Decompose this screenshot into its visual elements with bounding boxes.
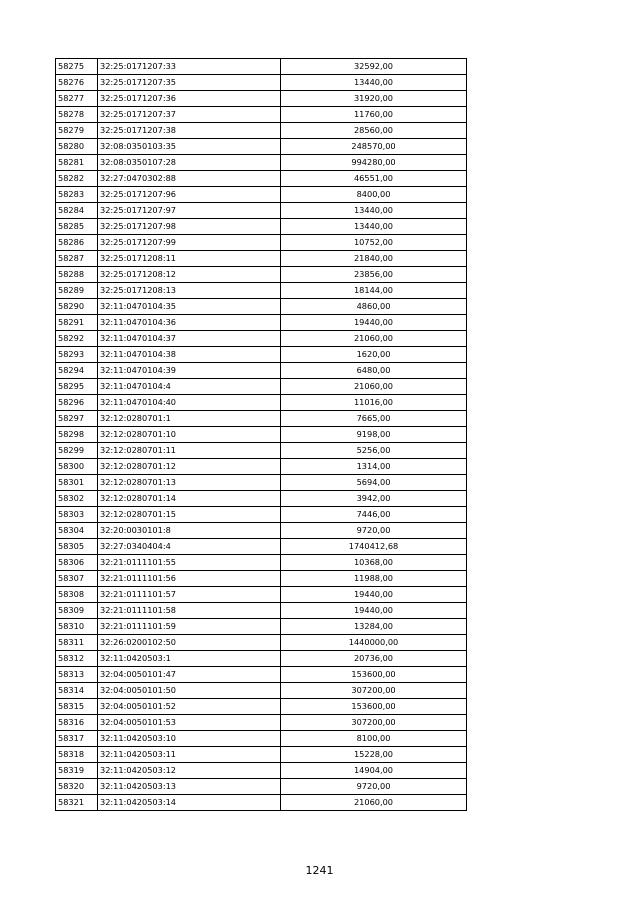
cadastral-number-cell: 32:26:0200102:50 (98, 635, 281, 651)
value-cell: 11760,00 (281, 107, 467, 123)
value-cell: 21840,00 (281, 251, 467, 267)
cadastral-number-cell: 32:25:0171207:33 (98, 59, 281, 75)
value-cell: 18144,00 (281, 283, 467, 299)
value-cell: 1740412,68 (281, 539, 467, 555)
row-number-cell: 58295 (56, 379, 98, 395)
records-table (55, 58, 467, 811)
table-row (56, 683, 467, 699)
row-number-cell: 58302 (56, 491, 98, 507)
table-row (56, 235, 467, 251)
table-row (56, 411, 467, 427)
table-row (56, 443, 467, 459)
table-row (56, 315, 467, 331)
row-number-cell: 58308 (56, 587, 98, 603)
table-row (56, 763, 467, 779)
cadastral-number-cell: 32:21:0111101:56 (98, 571, 281, 587)
value-cell: 9198,00 (281, 427, 467, 443)
value-cell: 31920,00 (281, 91, 467, 107)
table-row (56, 587, 467, 603)
row-number-cell: 58301 (56, 475, 98, 491)
value-cell: 9720,00 (281, 523, 467, 539)
cadastral-number-cell: 32:04:0050101:52 (98, 699, 281, 715)
row-number-cell: 58303 (56, 507, 98, 523)
cadastral-number-cell: 32:11:0420503:12 (98, 763, 281, 779)
value-cell: 1620,00 (281, 347, 467, 363)
value-cell: 11016,00 (281, 395, 467, 411)
row-number-cell: 58316 (56, 715, 98, 731)
value-cell: 5694,00 (281, 475, 467, 491)
value-cell: 13440,00 (281, 219, 467, 235)
value-cell: 32592,00 (281, 59, 467, 75)
cadastral-number-cell: 32:04:0050101:50 (98, 683, 281, 699)
cadastral-number-cell: 32:12:0280701:15 (98, 507, 281, 523)
value-cell: 19440,00 (281, 603, 467, 619)
value-cell: 21060,00 (281, 331, 467, 347)
row-number-cell: 58304 (56, 523, 98, 539)
table-row (56, 363, 467, 379)
row-number-cell: 58310 (56, 619, 98, 635)
row-number-cell: 58284 (56, 203, 98, 219)
page-number: 1241 (305, 864, 334, 877)
table-row (56, 779, 467, 795)
cadastral-number-cell: 32:25:0171207:96 (98, 187, 281, 203)
cadastral-number-cell: 32:11:0470104:38 (98, 347, 281, 363)
table-row (56, 139, 467, 155)
table-row (56, 459, 467, 475)
value-cell: 13440,00 (281, 75, 467, 91)
row-number-cell: 58282 (56, 171, 98, 187)
table-row (56, 283, 467, 299)
cadastral-number-cell: 32:11:0470104:35 (98, 299, 281, 315)
value-cell: 8400,00 (281, 187, 467, 203)
value-cell: 248570,00 (281, 139, 467, 155)
cadastral-number-cell: 32:12:0280701:12 (98, 459, 281, 475)
cadastral-number-cell: 32:27:0340404:4 (98, 539, 281, 555)
cadastral-number-cell: 32:27:0470302:88 (98, 171, 281, 187)
value-cell: 307200,00 (281, 683, 467, 699)
cadastral-number-cell: 32:21:0111101:59 (98, 619, 281, 635)
table-row (56, 491, 467, 507)
row-number-cell: 58306 (56, 555, 98, 571)
value-cell: 9720,00 (281, 779, 467, 795)
table-row (56, 539, 467, 555)
cadastral-number-cell: 32:21:0111101:58 (98, 603, 281, 619)
table-row (56, 107, 467, 123)
row-number-cell: 58275 (56, 59, 98, 75)
table-row (56, 475, 467, 491)
row-number-cell: 58314 (56, 683, 98, 699)
value-cell: 14904,00 (281, 763, 467, 779)
row-number-cell: 58296 (56, 395, 98, 411)
row-number-cell: 58309 (56, 603, 98, 619)
table-row (56, 507, 467, 523)
value-cell: 7665,00 (281, 411, 467, 427)
value-cell: 153600,00 (281, 699, 467, 715)
table-row (56, 603, 467, 619)
table-row (56, 331, 467, 347)
cadastral-number-cell: 32:25:0171207:35 (98, 75, 281, 91)
value-cell: 19440,00 (281, 587, 467, 603)
value-cell: 4860,00 (281, 299, 467, 315)
table-row (56, 267, 467, 283)
row-number-cell: 58313 (56, 667, 98, 683)
row-number-cell: 58311 (56, 635, 98, 651)
row-number-cell: 58283 (56, 187, 98, 203)
row-number-cell: 58279 (56, 123, 98, 139)
row-number-cell: 58294 (56, 363, 98, 379)
row-number-cell: 58305 (56, 539, 98, 555)
table-row (56, 571, 467, 587)
table-row (56, 731, 467, 747)
table-row (56, 91, 467, 107)
value-cell: 23856,00 (281, 267, 467, 283)
table-row (56, 427, 467, 443)
row-number-cell: 58300 (56, 459, 98, 475)
value-cell: 10368,00 (281, 555, 467, 571)
table-row (56, 75, 467, 91)
cadastral-number-cell: 32:12:0280701:1 (98, 411, 281, 427)
cadastral-number-cell: 32:04:0050101:53 (98, 715, 281, 731)
cadastral-number-cell: 32:11:0420503:14 (98, 795, 281, 811)
table-row (56, 651, 467, 667)
cadastral-number-cell: 32:25:0171207:36 (98, 91, 281, 107)
value-cell: 15228,00 (281, 747, 467, 763)
cadastral-number-cell: 32:04:0050101:47 (98, 667, 281, 683)
cadastral-number-cell: 32:25:0171207:37 (98, 107, 281, 123)
cadastral-number-cell: 32:08:0350103:35 (98, 139, 281, 155)
row-number-cell: 58292 (56, 331, 98, 347)
row-number-cell: 58297 (56, 411, 98, 427)
cadastral-number-cell: 32:12:0280701:10 (98, 427, 281, 443)
value-cell: 13440,00 (281, 203, 467, 219)
cadastral-number-cell: 32:11:0470104:39 (98, 363, 281, 379)
row-number-cell: 58298 (56, 427, 98, 443)
table-row (56, 699, 467, 715)
cadastral-number-cell: 32:11:0420503:13 (98, 779, 281, 795)
value-cell: 1314,00 (281, 459, 467, 475)
row-number-cell: 58291 (56, 315, 98, 331)
cadastral-number-cell: 32:25:0171207:98 (98, 219, 281, 235)
value-cell: 6480,00 (281, 363, 467, 379)
table-row (56, 187, 467, 203)
cadastral-number-cell: 32:25:0171207:38 (98, 123, 281, 139)
cadastral-number-cell: 32:08:0350107:28 (98, 155, 281, 171)
value-cell: 13284,00 (281, 619, 467, 635)
table-row (56, 715, 467, 731)
value-cell: 307200,00 (281, 715, 467, 731)
cadastral-number-cell: 32:11:0420503:1 (98, 651, 281, 667)
cadastral-number-cell: 32:11:0420503:10 (98, 731, 281, 747)
value-cell: 28560,00 (281, 123, 467, 139)
table-row (56, 619, 467, 635)
table-row (56, 395, 467, 411)
cadastral-number-cell: 32:12:0280701:11 (98, 443, 281, 459)
row-number-cell: 58317 (56, 731, 98, 747)
value-cell: 1440000,00 (281, 635, 467, 651)
table-row (56, 155, 467, 171)
table-row (56, 59, 467, 75)
cadastral-number-cell: 32:11:0420503:11 (98, 747, 281, 763)
cadastral-number-cell: 32:25:0171208:13 (98, 283, 281, 299)
value-cell: 19440,00 (281, 315, 467, 331)
cadastral-number-cell: 32:12:0280701:14 (98, 491, 281, 507)
table-row (56, 299, 467, 315)
table-row (56, 347, 467, 363)
table-row (56, 171, 467, 187)
row-number-cell: 58287 (56, 251, 98, 267)
row-number-cell: 58315 (56, 699, 98, 715)
cadastral-number-cell: 32:21:0111101:55 (98, 555, 281, 571)
cadastral-number-cell: 32:11:0470104:36 (98, 315, 281, 331)
table-row (56, 795, 467, 811)
cadastral-number-cell: 32:20:0030101:8 (98, 523, 281, 539)
cadastral-number-cell: 32:25:0171208:12 (98, 267, 281, 283)
table-row (56, 635, 467, 651)
cadastral-number-cell: 32:12:0280701:13 (98, 475, 281, 491)
row-number-cell: 58276 (56, 75, 98, 91)
value-cell: 20736,00 (281, 651, 467, 667)
records-table-body (56, 59, 467, 811)
row-number-cell: 58290 (56, 299, 98, 315)
row-number-cell: 58288 (56, 267, 98, 283)
cadastral-number-cell: 32:11:0470104:40 (98, 395, 281, 411)
value-cell: 11988,00 (281, 571, 467, 587)
row-number-cell: 58289 (56, 283, 98, 299)
value-cell: 3942,00 (281, 491, 467, 507)
value-cell: 46551,00 (281, 171, 467, 187)
cadastral-number-cell: 32:11:0470104:4 (98, 379, 281, 395)
row-number-cell: 58293 (56, 347, 98, 363)
cadastral-number-cell: 32:11:0470104:37 (98, 331, 281, 347)
table-row (56, 667, 467, 683)
value-cell: 8100,00 (281, 731, 467, 747)
value-cell: 5256,00 (281, 443, 467, 459)
row-number-cell: 58285 (56, 219, 98, 235)
table-row (56, 523, 467, 539)
cadastral-number-cell: 32:21:0111101:57 (98, 587, 281, 603)
value-cell: 21060,00 (281, 379, 467, 395)
row-number-cell: 58312 (56, 651, 98, 667)
table-row (56, 203, 467, 219)
table-row (56, 747, 467, 763)
row-number-cell: 58299 (56, 443, 98, 459)
row-number-cell: 58318 (56, 747, 98, 763)
table-row (56, 123, 467, 139)
value-cell: 21060,00 (281, 795, 467, 811)
value-cell: 153600,00 (281, 667, 467, 683)
row-number-cell: 58320 (56, 779, 98, 795)
row-number-cell: 58286 (56, 235, 98, 251)
value-cell: 10752,00 (281, 235, 467, 251)
row-number-cell: 58277 (56, 91, 98, 107)
row-number-cell: 58278 (56, 107, 98, 123)
cadastral-number-cell: 32:25:0171207:99 (98, 235, 281, 251)
table-row (56, 555, 467, 571)
table-row (56, 379, 467, 395)
row-number-cell: 58307 (56, 571, 98, 587)
table-row (56, 219, 467, 235)
value-cell: 7446,00 (281, 507, 467, 523)
cadastral-number-cell: 32:25:0171208:11 (98, 251, 281, 267)
row-number-cell: 58280 (56, 139, 98, 155)
row-number-cell: 58319 (56, 763, 98, 779)
value-cell: 994280,00 (281, 155, 467, 171)
cadastral-number-cell: 32:25:0171207:97 (98, 203, 281, 219)
row-number-cell: 58321 (56, 795, 98, 811)
table-row (56, 251, 467, 267)
row-number-cell: 58281 (56, 155, 98, 171)
